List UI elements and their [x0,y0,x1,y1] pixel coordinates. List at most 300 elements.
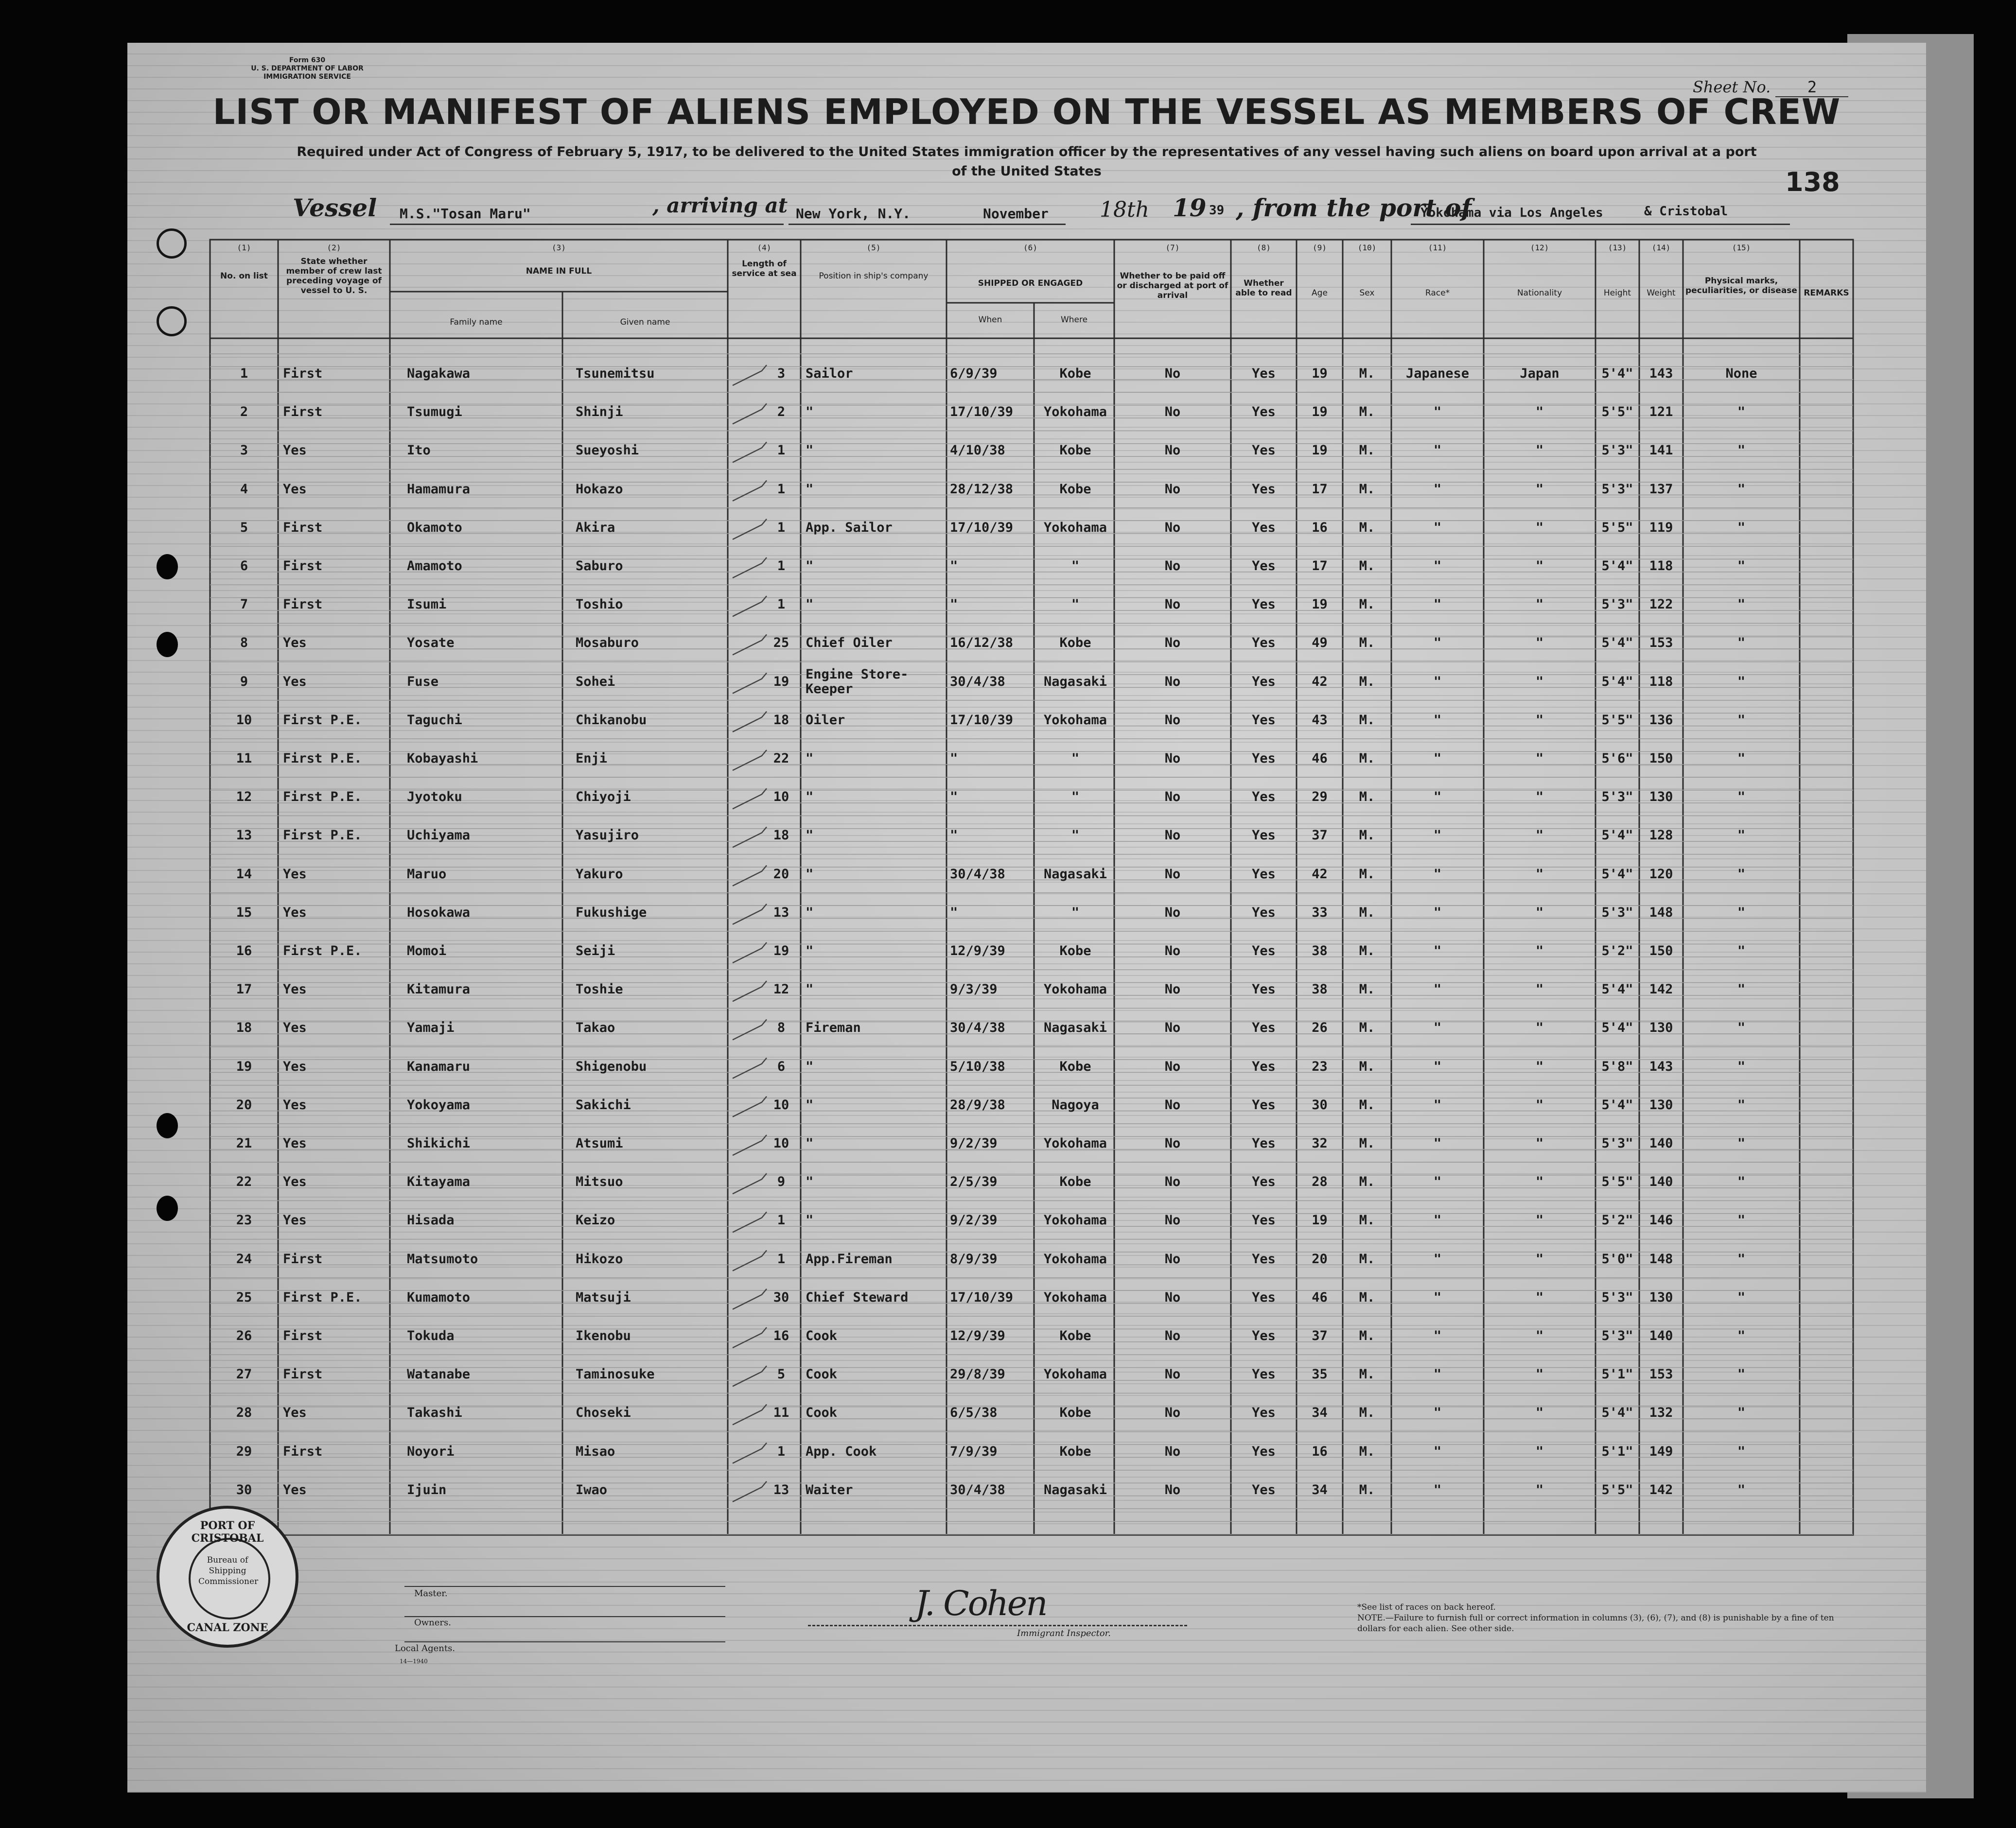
check-mark [733,1097,767,1117]
check-mark [733,1481,767,1502]
cell-no: 16 [236,943,252,958]
cell-family: Kitayama [407,1174,471,1190]
cell-paid: No [1164,366,1181,381]
cell-where: Yokohama [1043,982,1107,997]
cell-race: " [1433,1136,1442,1151]
cell-where: Nagasaki [1043,866,1107,882]
cell-ht: 5'3" [1601,905,1633,920]
footer-left [278,1586,754,1665]
cell-pos: App.Fireman [806,1251,893,1267]
cell-read: Yes [1252,866,1276,882]
cell-nat: " [1535,1367,1544,1382]
cell-paid: No [1164,1097,1181,1113]
cell-ht: 5'3" [1601,1289,1633,1305]
cell-wt: 122 [1649,597,1673,612]
cell-paid: No [1164,982,1181,997]
header-state-whether: State whether member of crew last preceding voyage of vessel to U. S. [286,257,382,296]
cell-age: 49 [1312,635,1328,651]
cell-wt: 130 [1649,789,1673,805]
cell-race: " [1433,520,1442,535]
cell-state: Yes [283,635,307,651]
cell-where: Kobe [1059,1174,1091,1190]
header-remarks: REMARKS [1804,288,1849,298]
cell-where: Kobe [1059,1405,1091,1421]
cell-wt: 149 [1649,1444,1673,1459]
cell-wt: 140 [1649,1328,1673,1343]
punch-hole [157,1113,178,1138]
from-label: , from the port of [1236,193,1472,222]
cell-where: Yokohama [1043,1367,1107,1382]
cell-len: 1 [777,1213,786,1228]
cell-where: Kobe [1059,481,1091,497]
cell-read: Yes [1252,1328,1276,1343]
cell-wt: 130 [1649,1289,1673,1305]
cell-sex: M. [1359,597,1375,612]
cell-given: Shinji [576,404,623,420]
cell-paid: No [1164,443,1181,458]
cell-len: 11 [773,1405,789,1421]
check-mark [733,596,767,616]
cell-phys: " [1737,597,1746,612]
cell-family: Jyotoku [407,789,462,805]
inspector-label: Immigrant Inspector. [1017,1628,1111,1638]
cell-nat: " [1535,1482,1544,1497]
check-mark [733,1289,767,1309]
header-weight: Weight [1647,288,1676,298]
cell-when: 30/4/38 [950,1482,1005,1497]
cell-state: Yes [283,481,307,497]
arrival-day: 18th [1100,197,1150,222]
cell-read: Yes [1252,443,1276,458]
cell-when: " [950,905,958,920]
cell-state: First [283,1328,323,1343]
cell-read: Yes [1252,1367,1276,1382]
cell-no: 17 [236,982,252,997]
check-mark [733,788,767,809]
cell-pos: " [806,943,814,958]
check-mark [733,750,767,770]
cell-nat: " [1535,751,1544,766]
cell-when: 6/9/39 [950,366,998,381]
cell-race: " [1433,558,1442,574]
cell-paid: No [1164,404,1181,420]
cell-len: 10 [773,1097,789,1113]
cell-len: 8 [777,1020,786,1036]
cell-age: 38 [1312,943,1328,958]
cell-ht: 5'3" [1601,443,1633,458]
cell-paid: No [1164,1136,1181,1151]
cell-wt: 118 [1649,558,1673,574]
cell-given: Enji [576,751,608,766]
cell-read: Yes [1252,558,1276,574]
cell-len: 30 [773,1289,789,1305]
cell-nat: " [1535,943,1544,958]
cell-sex: M. [1359,866,1375,882]
cell-sex: M. [1359,905,1375,920]
colnum-5: (5) [866,243,881,252]
cell-phys: " [1737,943,1746,958]
cell-paid: No [1164,828,1181,843]
cell-family: Nagakawa [407,366,471,381]
cell-when: 9/2/39 [950,1136,998,1151]
cell-wt: 137 [1649,481,1673,497]
from-port: Yokohama via Los Angeles [1420,206,1603,220]
cell-read: Yes [1252,481,1276,497]
cell-sex: M. [1359,1251,1375,1267]
cell-pos: Engine Store-Keeper [806,666,909,696]
cell-given: Mosaburo [576,635,639,651]
cell-age: 32 [1312,1136,1328,1151]
cell-pos: Cook [806,1405,838,1421]
cell-sex: M. [1359,1097,1375,1113]
arriving-label: , arriving at [652,193,788,217]
punch-hole [68,676,89,701]
cell-sex: M. [1359,1328,1375,1343]
agents-label: Local Agents. [395,1643,456,1654]
cell-phys: " [1737,404,1746,420]
cell-len: 3 [777,366,786,381]
cell-no: 7 [240,597,248,612]
cell-wt: 148 [1649,905,1673,920]
cell-wt: 150 [1649,943,1673,958]
cell-sex: M. [1359,712,1375,728]
cell-len: 1 [777,597,786,612]
form-number: Form 630 [289,56,326,64]
arriving-port: New York, N.Y. [796,206,911,222]
cell-family: Ito [407,443,431,458]
check-mark [733,942,767,963]
stamp-inner-text: Bureau of Shipping Commissioner [198,1555,259,1586]
cell-age: 34 [1312,1405,1328,1421]
cell-family: Noyori [407,1444,455,1459]
cell-nat: " [1535,982,1544,997]
cell-phys: None [1725,366,1757,381]
punch-hole [68,369,89,395]
cell-race: " [1433,597,1442,612]
check-mark [733,1251,767,1271]
cell-sex: M. [1359,1444,1375,1459]
cell-pos: " [806,789,814,805]
cell-pos: Cook [806,1367,838,1382]
header-position: Position in ship's company [819,271,929,281]
cell-wt: 143 [1649,366,1673,381]
cell-sex: M. [1359,982,1375,997]
cell-nat: " [1535,1020,1544,1036]
cell-wt: 130 [1649,1020,1673,1036]
cell-len: 10 [773,1136,789,1151]
cell-len: 2 [777,404,786,420]
cell-given: Matsuji [576,1289,631,1305]
cell-where: Kobe [1059,1444,1091,1459]
cell-len: 18 [773,712,789,728]
cell-read: Yes [1252,905,1276,920]
vessel-name: M.S."Tosan Maru" [400,206,531,222]
cell-len: 1 [777,443,786,458]
check-mark [733,519,767,540]
cell-given: Yakuro [576,866,623,882]
penalty-note: NOTE.—Failure to furnish full or correct information in columns (3), (6), (7), and (8) is punishable by a fine of ten dollars for each alien. See other side. [1357,1613,1834,1634]
cell-when: 9/3/39 [950,982,998,997]
cell-paid: No [1164,635,1181,651]
cell-phys: " [1737,712,1746,728]
cell-when: 29/8/39 [950,1367,1005,1382]
cell-where: Yokohama [1043,520,1107,535]
cell-age: 16 [1312,1444,1328,1459]
cell-no: 3 [240,443,248,458]
cell-race: " [1433,982,1442,997]
cell-nat: " [1535,635,1544,651]
cell-given: Sueyoshi [576,443,639,458]
cell-phys: " [1737,1405,1746,1421]
cell-sex: M. [1359,558,1375,574]
cell-family: Hamamura [407,481,471,497]
cell-state: First P.E. [283,943,362,958]
cell-read: Yes [1252,943,1276,958]
cell-age: 19 [1312,1213,1328,1228]
check-mark [733,1019,767,1040]
cell-wt: 153 [1649,635,1673,651]
cell-age: 28 [1312,1174,1328,1190]
cell-ht: 5'2" [1601,943,1633,958]
cell-sex: M. [1359,1289,1375,1305]
cell-nat: " [1535,905,1544,920]
cell-race: " [1433,712,1442,728]
cell-nat: " [1535,481,1544,497]
check-mark [733,442,767,462]
cell-where: Nagasaki [1043,674,1107,689]
cell-race: " [1433,1059,1442,1074]
cell-nat: " [1535,1136,1544,1151]
cell-state: First P.E. [283,751,362,766]
cell-given: Iwao [576,1482,608,1497]
header-able-read: Whether able to read [1235,279,1292,298]
cell-where: Kobe [1059,366,1091,381]
cell-given: Atsumi [576,1136,623,1151]
cell-no: 5 [240,520,248,535]
cell-phys: " [1737,751,1746,766]
cell-phys: " [1737,1174,1746,1190]
cell-state: First [283,404,323,420]
cell-pos: " [806,1097,814,1113]
cell-when: 9/2/39 [950,1213,998,1228]
cell-given: Takao [576,1020,615,1036]
cell-age: 34 [1312,1482,1328,1497]
cell-paid: No [1164,789,1181,805]
cell-len: 22 [773,751,789,766]
header-race: Race* [1425,288,1450,298]
cell-where: Yokohama [1043,1213,1107,1228]
cell-race: " [1433,481,1442,497]
cell-when: 12/9/39 [950,943,1005,958]
cell-wt: 121 [1649,404,1673,420]
cell-given: Mitsuo [576,1174,623,1190]
cell-state: Yes [283,982,307,997]
check-mark [733,481,767,501]
cell-given: Misao [576,1444,615,1459]
sheet-label: Sheet No. [1693,78,1771,96]
cell-where: Nagasaki [1043,1482,1107,1497]
cell-wt: 142 [1649,1482,1673,1497]
cell-given: Akira [576,520,615,535]
cell-pos: " [806,905,814,920]
header-shipped: SHIPPED OR ENGAGED [978,279,1083,288]
cell-given: Tsunemitsu [576,366,655,381]
cell-where: Yokohama [1043,404,1107,420]
cell-when: 30/4/38 [950,674,1005,689]
cell-pos: " [806,1059,814,1074]
colnum-11: (11) [1428,243,1447,252]
check-mark [733,904,767,924]
cell-pos: " [806,443,814,458]
cell-race: " [1433,1020,1442,1036]
cell-state: First [283,520,323,535]
cell-race: " [1433,1251,1442,1267]
cell-paid: No [1164,1020,1181,1036]
cell-paid: No [1164,1444,1181,1459]
cell-len: 6 [777,1059,786,1074]
cell-paid: No [1164,674,1181,689]
cell-family: Yamaji [407,1020,455,1036]
cell-race: " [1433,1482,1442,1497]
colnum-6: (6) [1023,243,1037,252]
cell-paid: No [1164,1251,1181,1267]
cell-where: " [1071,828,1080,843]
check-mark [733,1212,767,1232]
cell-no: 2 [240,404,248,420]
cell-read: Yes [1252,1136,1276,1151]
check-mark [733,1443,767,1463]
cell-len: 9 [777,1174,786,1190]
cell-sex: M. [1359,1482,1375,1497]
year-prefix: 19 [1173,193,1207,222]
cell-when: 30/4/38 [950,1020,1005,1036]
cell-pos: Waiter [806,1482,853,1497]
colnum-12: (12) [1530,243,1549,252]
cell-len: 25 [773,635,789,651]
header-length-service: Length of service at sea [732,259,797,279]
cell-no: 25 [236,1289,252,1305]
cell-state: First [283,1444,323,1459]
cell-race: " [1433,674,1442,689]
cell-ht: 5'5" [1601,404,1633,420]
cell-paid: No [1164,481,1181,497]
cell-given: Chikanobu [576,712,647,728]
cell-when: 17/10/39 [950,520,1014,535]
cell-given: Yasujiro [576,828,639,843]
check-mark [733,712,767,732]
cell-pos: " [806,1213,814,1228]
cell-phys: " [1737,1251,1746,1267]
colnum-10: (10) [1357,243,1377,252]
cell-no: 22 [236,1174,252,1190]
cell-no: 19 [236,1059,252,1074]
cell-ht: 5'4" [1601,1020,1633,1036]
cell-wt: 132 [1649,1405,1673,1421]
cell-read: Yes [1252,751,1276,766]
cell-family: Isumi [407,597,447,612]
cell-wt: 153 [1649,1367,1673,1382]
cell-read: Yes [1252,1174,1276,1190]
check-mark [733,1327,767,1348]
cell-state: Yes [283,866,307,882]
check-mark [733,403,767,424]
cell-nat: " [1535,443,1544,458]
cell-ht: 5'4" [1601,982,1633,997]
cell-len: 5 [777,1367,786,1382]
cell-no: 8 [240,635,248,651]
arrival-year: 39 [1209,203,1225,218]
cell-given: Fukushige [576,905,647,920]
cell-ht: 5'4" [1601,828,1633,843]
cell-when: 17/10/39 [950,1289,1014,1305]
cell-when: 16/12/38 [950,635,1014,651]
cell-where: Kobe [1059,635,1091,651]
cell-sex: M. [1359,366,1375,381]
colnum-9: (9) [1313,243,1327,252]
cell-ht: 5'5" [1601,520,1633,535]
cell-nat: " [1535,1405,1544,1421]
cell-sex: M. [1359,481,1375,497]
cell-wt: 128 [1649,828,1673,843]
cell-read: Yes [1252,789,1276,805]
cell-given: Shigenobu [576,1059,647,1074]
cell-when: 28/12/38 [950,481,1014,497]
cell-phys: " [1737,1328,1746,1343]
inspector-line [808,1625,1187,1626]
cell-pos: Chief Oiler [806,635,893,651]
colnum-13: (13) [1608,243,1627,252]
cell-ht: 5'1" [1601,1444,1633,1459]
cell-race: " [1433,1405,1442,1421]
cell-paid: No [1164,1289,1181,1305]
cell-nat: " [1535,1174,1544,1190]
cell-len: 1 [777,520,786,535]
cell-paid: No [1164,558,1181,574]
header-no-on-list: No. on list [220,271,268,281]
cell-pos: " [806,481,814,497]
cell-phys: " [1737,520,1746,535]
cell-when: 6/5/38 [950,1405,998,1421]
cell-when: 7/9/39 [950,1444,998,1459]
colnum-3: (3) [552,243,566,252]
cell-race: " [1433,1289,1442,1305]
cell-given: Choseki [576,1405,631,1421]
cell-age: 29 [1312,789,1328,805]
cell-no: 26 [236,1328,252,1343]
cell-pos: Cook [806,1328,838,1343]
header-family-name: Family name [450,317,503,327]
cell-ht: 5'5" [1601,1482,1633,1497]
cell-pos: App. Cook [806,1444,877,1459]
cell-no: 9 [240,674,248,689]
check-mark [733,1366,767,1386]
cell-wt: 118 [1649,674,1673,689]
cell-phys: " [1737,1444,1746,1459]
cell-when: 17/10/39 [950,712,1014,728]
service: IMMIGRATION SERVICE [263,73,351,81]
cell-family: Okamoto [407,520,462,535]
cell-pos: " [806,751,814,766]
cell-paid: No [1164,1367,1181,1382]
races-note: *See list of races on back hereof. [1357,1602,1496,1612]
cell-phys: " [1737,1213,1746,1228]
cell-family: Tokuda [407,1328,455,1343]
cell-phys: " [1737,674,1746,689]
header-given-name: Given name [620,317,670,327]
cell-given: Seiji [576,943,615,958]
cell-age: 37 [1312,1328,1328,1343]
cell-nat: " [1535,789,1544,805]
